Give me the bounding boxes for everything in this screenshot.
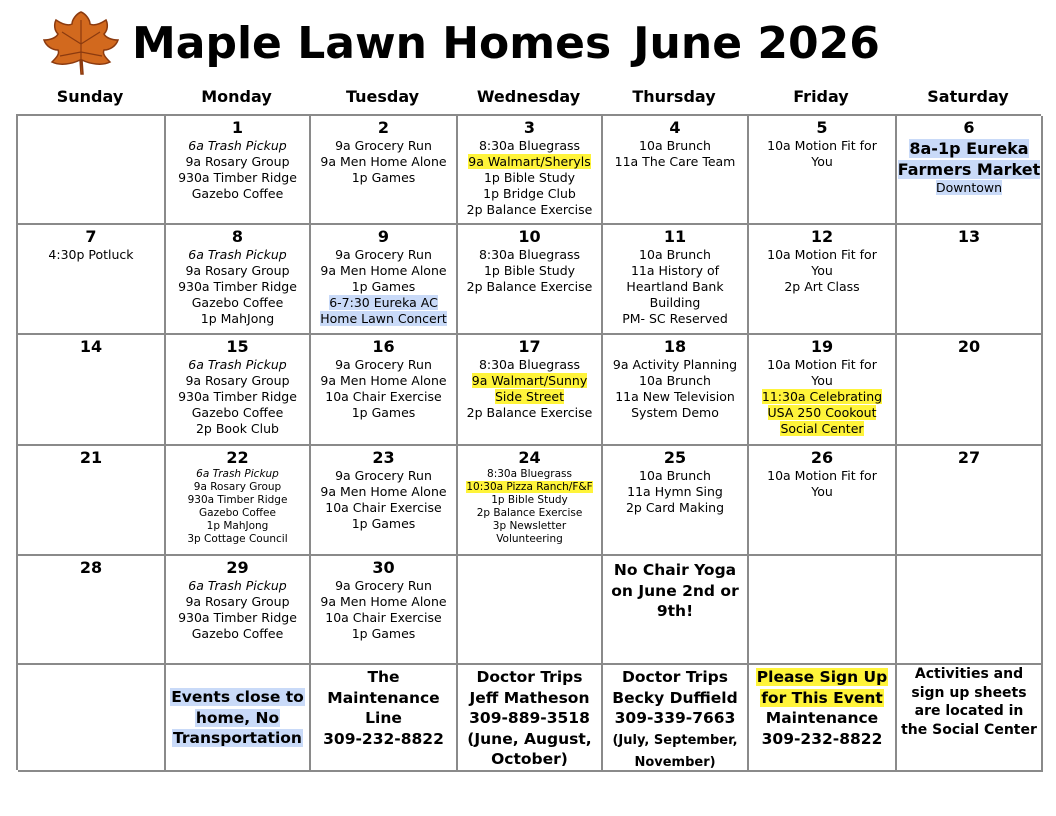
event-text: 9a Grocery Run xyxy=(335,357,432,372)
event-text: 9a Men Home Alone xyxy=(320,484,447,499)
day-cell-9[interactable] xyxy=(311,225,458,335)
footer-text: Doctor Trips xyxy=(622,668,728,686)
event-text: 9a Men Home Alone xyxy=(320,263,447,278)
day-number: 24 xyxy=(518,448,541,467)
event-text: 4:30p Potluck xyxy=(48,247,134,262)
event-text: 930a Timber Ridge xyxy=(178,170,297,185)
event-text: 3p Cottage Council xyxy=(187,533,288,545)
event-text: 2p Balance Exercise xyxy=(466,279,593,294)
day-cell-4[interactable] xyxy=(603,116,749,225)
event-text: USA 250 Cookout xyxy=(767,405,877,420)
day-number: 26 xyxy=(810,448,834,467)
event-text: 11a Hymn Sing xyxy=(627,484,723,499)
day-cell-5[interactable] xyxy=(749,116,897,225)
empty-day-cell[interactable] xyxy=(458,556,603,665)
day-cell-24[interactable] xyxy=(458,446,603,556)
day-cell-22[interactable] xyxy=(166,446,311,556)
day-number: 20 xyxy=(957,337,981,356)
event-text: 10a Motion Fit for xyxy=(767,357,877,372)
event-text: 11a The Care Team xyxy=(614,154,736,169)
event-text: 10a Brunch xyxy=(639,468,711,483)
event-text: 8:30a Bluegrass xyxy=(478,357,581,372)
event-text: 9a Rosary Group xyxy=(185,594,290,609)
day-number: 1 xyxy=(231,118,244,137)
event-text: 1p Bridge Club xyxy=(483,186,576,201)
calendar-header xyxy=(0,0,1056,86)
event-text: 10a Brunch xyxy=(639,247,711,262)
event-text: Heartland Bank xyxy=(626,279,724,294)
footer-info-cell xyxy=(166,665,311,772)
event-text: PM- SC Reserved xyxy=(622,311,728,326)
weekday-tuesday: Tuesday xyxy=(345,87,420,106)
event-text: 10a Motion Fit for xyxy=(767,138,877,153)
event-text: 1p Bible Study xyxy=(483,263,576,278)
day-number: 10 xyxy=(518,227,541,246)
event-text: 3p Newsletter xyxy=(492,520,567,532)
day-number: 11 xyxy=(663,227,687,246)
day-cell-29[interactable] xyxy=(166,556,311,665)
footer-text: (July, September, xyxy=(612,732,738,748)
month-title: June 2026 xyxy=(633,18,880,69)
day-number: 28 xyxy=(79,558,103,577)
event-text: You xyxy=(811,154,833,169)
day-number: 5 xyxy=(816,118,828,137)
event-text: Gazebo Coffee xyxy=(191,626,284,641)
event-text: 6a Trash Pickup xyxy=(188,247,287,262)
event-text: 8:30a Bluegrass xyxy=(478,247,581,262)
day-cell-19[interactable] xyxy=(749,335,897,446)
footer-text: Events close to xyxy=(171,688,304,706)
event-text: 8a-1p Eureka xyxy=(909,139,1029,158)
footer-text: Jeff Matheson xyxy=(469,688,590,707)
day-number: 9 xyxy=(377,227,390,246)
event-text: 9a Rosary Group xyxy=(185,263,290,278)
day-number: 15 xyxy=(226,337,249,356)
empty-day-cell[interactable] xyxy=(18,116,166,225)
event-text: 11a New Television xyxy=(615,389,735,404)
event-text: 10a Chair Exercise xyxy=(325,500,442,515)
day-cell-2[interactable] xyxy=(311,116,458,225)
footer-text: Please Sign Up xyxy=(756,668,888,686)
event-text: 10a Chair Exercise xyxy=(325,610,442,625)
footer-text: 309-339-7663 xyxy=(614,709,736,727)
day-number: 3 xyxy=(523,118,536,137)
event-text: 1p MahJong xyxy=(206,520,269,532)
footer-info-cell xyxy=(311,665,458,772)
day-cell-3[interactable] xyxy=(458,116,603,225)
day-number: 4 xyxy=(669,118,681,137)
day-number: 12 xyxy=(810,227,834,246)
footer-text: sign up sheets xyxy=(911,684,1027,701)
event-text: 9a Grocery Run xyxy=(335,468,432,483)
event-text: 9a Grocery Run xyxy=(335,138,432,153)
event-text: Gazebo Coffee xyxy=(191,405,284,420)
event-text: 9a Activity Planning xyxy=(612,357,738,372)
event-text: 2p Balance Exercise xyxy=(466,405,593,420)
footer-text: October) xyxy=(491,750,568,768)
day-cell-7[interactable] xyxy=(18,225,166,335)
day-number: 25 xyxy=(663,448,687,467)
event-text: 10a Chair Exercise xyxy=(325,389,442,404)
day-cell-12[interactable] xyxy=(749,225,897,335)
event-text: 10a Brunch xyxy=(639,138,711,153)
footer-text: for This Event xyxy=(761,688,883,707)
day-cell-18[interactable] xyxy=(603,335,749,446)
event-text: 9a Walmart/Sheryls xyxy=(468,154,591,169)
event-text: 6-7:30 Eureka AC xyxy=(329,295,438,310)
day-number: 17 xyxy=(518,337,541,356)
weekday-friday: Friday xyxy=(793,87,849,106)
event-text: System Demo xyxy=(631,405,719,420)
event-text: 930a Timber Ridge xyxy=(178,279,297,294)
event-text: Side Street xyxy=(495,389,564,404)
event-text: 2p Book Club xyxy=(195,421,279,436)
day-number: 29 xyxy=(226,558,249,577)
footer-text: are located in xyxy=(914,703,1024,719)
day-cell-6[interactable] xyxy=(897,116,1043,225)
title-text: Maple Lawn Homes xyxy=(132,18,612,69)
day-cell-11[interactable] xyxy=(603,225,749,335)
day-number: 14 xyxy=(79,337,103,356)
event-text: 8:30a Bluegrass xyxy=(487,468,572,480)
footer-info-cell xyxy=(897,665,1043,772)
event-text: Farmers Market xyxy=(897,160,1041,179)
event-text: 1p MahJong xyxy=(200,311,275,326)
event-text: 2p Art Class xyxy=(784,279,860,294)
event-text: 930a Timber Ridge xyxy=(178,389,297,404)
weekday-monday: Monday xyxy=(201,87,272,106)
day-number: 18 xyxy=(663,337,687,356)
day-number: 19 xyxy=(810,337,834,356)
event-text: 10a Brunch xyxy=(639,373,711,388)
event-text: 11:30a Celebrating xyxy=(761,389,883,404)
event-text: 8:30a Bluegrass xyxy=(478,138,581,153)
day-cell-27[interactable] xyxy=(897,446,1043,556)
footer-text: Activities and xyxy=(914,666,1024,682)
event-text: Social Center xyxy=(780,421,864,436)
footer-text: Maintenance xyxy=(765,709,879,727)
event-text: 2p Card Making xyxy=(625,500,725,515)
empty-day-cell[interactable] xyxy=(603,556,749,665)
day-cell-26[interactable] xyxy=(749,446,897,556)
event-text: 6a Trash Pickup xyxy=(188,357,287,372)
day-cell-25[interactable] xyxy=(603,446,749,556)
event-text: 1p Bible Study xyxy=(483,170,576,185)
event-text: 9a Walmart/Sunny xyxy=(471,373,588,388)
footer-text: Becky Duffield xyxy=(612,688,738,707)
event-text: 9a Grocery Run xyxy=(335,247,432,262)
footer-info-cell xyxy=(18,665,166,772)
event-text: 2p Balance Exercise xyxy=(466,202,593,217)
calendar-grid xyxy=(16,114,1041,770)
day-cell-17[interactable] xyxy=(458,335,603,446)
day-number: 2 xyxy=(377,118,390,137)
event-text: Gazebo Coffee xyxy=(199,507,276,519)
footer-text: the Social Center xyxy=(901,721,1037,738)
event-text: 10a Motion Fit for xyxy=(767,247,877,262)
day-number: 13 xyxy=(957,227,981,246)
event-text: 2p Balance Exercise xyxy=(476,507,583,519)
day-number: 16 xyxy=(372,337,395,356)
weekday-wednesday: Wednesday xyxy=(476,87,581,106)
day-number: 8 xyxy=(231,227,244,246)
event-text: 6a Trash Pickup xyxy=(188,578,287,593)
day-number: 23 xyxy=(372,448,395,467)
footer-info-cell xyxy=(458,665,603,772)
day-cell-23[interactable] xyxy=(311,446,458,556)
day-number: 30 xyxy=(372,558,395,577)
footer-text: The xyxy=(367,668,400,686)
event-text: 930a Timber Ridge xyxy=(178,610,297,625)
footer-text: 309-889-3518 xyxy=(469,709,590,727)
event-text: Volunteering xyxy=(496,533,563,545)
event-text: 9a Rosary Group xyxy=(193,481,282,493)
event-text: 1p Games xyxy=(351,170,416,185)
event-text: Building xyxy=(649,295,701,310)
empty-day-cell[interactable] xyxy=(749,556,897,665)
event-text: 6a Trash Pickup xyxy=(188,138,287,153)
day-cell-15[interactable] xyxy=(166,335,311,446)
event-text: 9a Rosary Group xyxy=(185,373,290,388)
event-text: Gazebo Coffee xyxy=(191,295,284,310)
footer-text: Transportation xyxy=(173,729,302,747)
event-text: 9a Men Home Alone xyxy=(320,594,447,609)
day-cell-21[interactable] xyxy=(18,446,166,556)
empty-day-cell[interactable] xyxy=(897,556,1043,665)
weekday-thursday: Thursday xyxy=(632,87,716,106)
footer-text: Line xyxy=(365,709,402,727)
day-number: 7 xyxy=(85,227,97,246)
day-number: 6 xyxy=(963,118,975,137)
footer-text: (June, August, xyxy=(467,729,592,748)
footer-info-cell xyxy=(603,665,749,772)
weekday-sunday: Sunday xyxy=(56,87,124,106)
day-number: 27 xyxy=(957,448,981,467)
page-title xyxy=(132,16,880,72)
footer-text: 309-232-8822 xyxy=(761,729,883,748)
footer-text: 309-232-8822 xyxy=(323,729,444,748)
event-text: Gazebo Coffee xyxy=(191,186,284,201)
day-cell-14[interactable] xyxy=(18,335,166,446)
weekday-saturday: Saturday xyxy=(927,87,1009,106)
footer-text: Maintenance xyxy=(327,688,440,707)
day-cell-16[interactable] xyxy=(311,335,458,446)
event-text: You xyxy=(811,484,833,499)
footer-info-cell xyxy=(749,665,897,772)
calendar-note: No Chair Yoga on June 2nd or 9th! xyxy=(611,561,739,620)
event-text: Downtown xyxy=(935,180,1003,195)
event-text: 1p Games xyxy=(351,516,416,531)
event-text: 1p Games xyxy=(351,405,416,420)
event-text: You xyxy=(811,373,833,388)
event-text: 9a Men Home Alone xyxy=(320,154,447,169)
event-text: You xyxy=(811,263,833,278)
footer-text: Doctor Trips xyxy=(476,668,583,686)
event-text: 930a Timber Ridge xyxy=(187,494,288,506)
day-number: 21 xyxy=(79,448,103,467)
day-cell-1[interactable] xyxy=(166,116,311,225)
maple-leaf-icon xyxy=(42,10,120,76)
event-text: 1p Bible Study xyxy=(491,494,568,506)
day-cell-8[interactable] xyxy=(166,225,311,335)
footer-text: November) xyxy=(634,755,716,770)
footer-text: home, No xyxy=(195,708,280,727)
day-cell-10[interactable] xyxy=(458,225,603,335)
event-text: Home Lawn Concert xyxy=(320,311,447,326)
day-cell-30[interactable] xyxy=(311,556,458,665)
day-cell-28[interactable] xyxy=(18,556,166,665)
event-text: 9a Men Home Alone xyxy=(320,373,447,388)
event-text: 11a History of xyxy=(630,263,720,278)
day-number: 22 xyxy=(226,448,249,467)
event-text: 1p Games xyxy=(351,626,416,641)
event-text: 10:30a Pizza Ranch/F&F xyxy=(466,481,593,493)
event-text: 9a Rosary Group xyxy=(185,154,290,169)
day-cell-13[interactable] xyxy=(897,225,1043,335)
event-text: 10a Motion Fit for xyxy=(767,468,877,483)
event-text: 6a Trash Pickup xyxy=(196,468,279,480)
day-cell-20[interactable] xyxy=(897,335,1043,446)
event-text: 1p Games xyxy=(351,279,416,294)
event-text: 9a Grocery Run xyxy=(335,578,432,593)
